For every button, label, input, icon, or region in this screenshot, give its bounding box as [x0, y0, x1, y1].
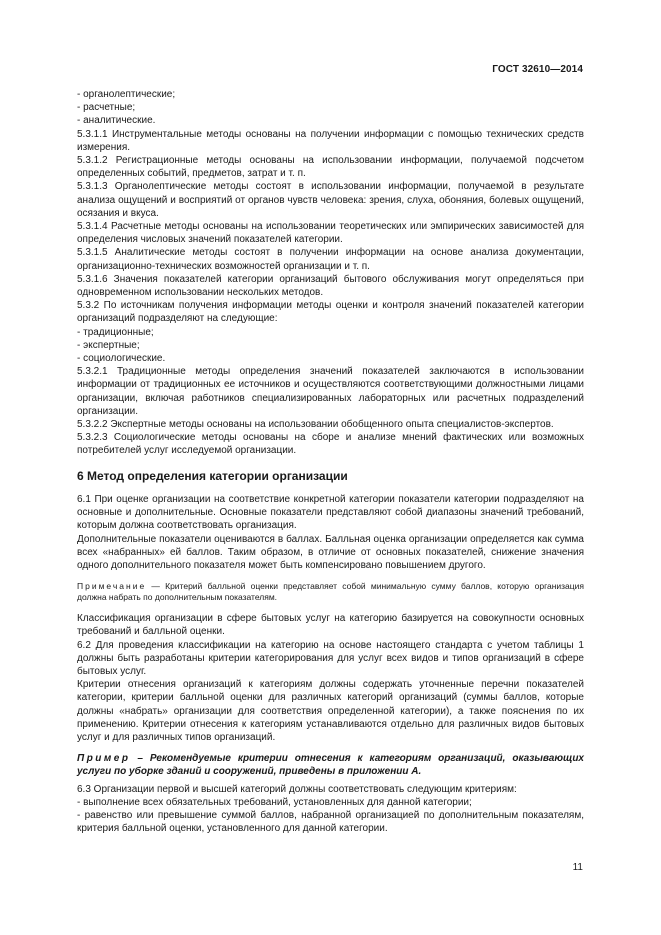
- note-label: Примечание: [77, 581, 147, 592]
- paragraph: 6.3 Организации первой и высшей категорий должны соответствовать следующим критериям:: [77, 783, 517, 795]
- paragraph: 5.3.2.3 Социологические методы основаны на сборе и анализе мнений фактических или возможных потребителей услуг исследуемой организации.: [77, 432, 584, 457]
- paragraph: 5.3.2.2 Экспертные методы основаны на использовании обобщенного опыта специалистов-экспертов.: [77, 419, 554, 431]
- paragraph: Критерии отнесения организаций к категориям должны содержать уточненные перечни показателей категории, критерии балльной оценки для различных категорий организаций (суммы баллов, которые должны «набрать» организации для соответствия определенной категории), а также пояснения по их применению. Критерии отнесения к категориям устанавливаются отдельно для различных видов бытовых услуг и для различных типов организаций.: [77, 679, 584, 743]
- paragraph: 5.3.1.6 Значения показателей категории организаций бытового обслуживания могут определяться при одновременном использовании нескольких методов.: [77, 273, 584, 299]
- document-header: ГОСТ 32610—2014: [492, 64, 583, 75]
- method-list: [77, 88, 584, 128]
- paragraph: 6.2 Для проведения классификации на категорию на основе настоящего стандарта с учетом таблицы 1 должны быть разработаны критерии категорирования для услуг всех видов и типов организаций в сфере бытовых услуг.: [77, 639, 584, 677]
- example-text: – Рекомендуемые критерии отнесения к категориям организаций, оказывающих услуги по уборке зданий и сооружений, приведены в приложении А.: [77, 753, 584, 778]
- paragraph: Дополнительные показатели оцениваются в баллах. Балльная оценка организации определяется как сумма всех «набранных» ей баллов. Таким образом, в отличие от основных показателей, снижение значения одного дополнительного показателя может быть компенсировано повышением другого.: [77, 533, 584, 571]
- source-list: [77, 326, 584, 366]
- section-title: 6 Метод определения категории организации: [77, 468, 348, 483]
- example-label: Пример: [77, 753, 131, 765]
- paragraph: Классификация организации в сфере бытовых услуг на категорию базируется на совокупности основных требований и балльной оценки.: [77, 613, 584, 638]
- paragraph: 5.3.1.5 Аналитические методы состоят в получении информации на основе анализа документации, организационно-технических возможностей организации и т. п.: [77, 247, 584, 272]
- document-body: [77, 88, 584, 835]
- list-item: - расчетные;: [77, 102, 136, 114]
- page-number: 11: [572, 862, 583, 873]
- list-item: - органолептические;: [77, 89, 176, 100]
- list-item: - социологические.: [77, 353, 166, 365]
- example: [77, 752, 584, 778]
- paragraph: 5.3.1.2 Регистрационные методы основаны на использовании информации, получаемой подсчетом определенных событий, предметов, затрат и т. п.: [77, 155, 584, 180]
- list-item: - экспертные;: [77, 339, 140, 351]
- list-item: - традиционные;: [77, 326, 154, 338]
- paragraph: 5.3.1.4 Расчетные методы основаны на использовании теоретических или эмпирических зависимостей для определения числовых значений показателей категории.: [77, 221, 584, 246]
- paragraph: 5.3.1.1 Инструментальные методы основаны на получении информации с помощью технических средств измерения.: [77, 128, 584, 153]
- list-item: - равенство или превышение суммой баллов, набранной организацией по дополнительным показателям, критерия балльной оценки, установленного для данной категории.: [77, 809, 584, 835]
- paragraph: 5.3.2.1 Традиционные методы определения значений показателей заключаются в использовании информации от традиционных ее источников и осуществляются соответствующими должностными лицами организации, включая работников специализированных лабораторных или расчетных подразделений организации.: [77, 366, 584, 417]
- note: [77, 581, 584, 603]
- list-item: - аналитические.: [77, 115, 156, 127]
- list-item: - выполнение всех обязательных требований, установленных для данной категории;: [77, 796, 472, 808]
- paragraph: 5.3.2 По источникам получения информации методы оценки и контроля значений показателей категории организаций подразделяют на следующие:: [77, 300, 584, 325]
- paragraph: 6.1 При оценке организации на соответствие конкретной категории показатели категории подразделяют на основные и дополнительные. Основные показатели представляют собой диапазоны значений требований, которым должна соответствовать организация.: [77, 493, 584, 532]
- paragraph: 5.3.1.3 Органолептические методы состоят в использовании информации, получаемой в результате анализа ощущений и восприятий от органов чувств человека: зрения, слуха, обоняния, болевых ощущений, осязания и вкуса.: [77, 181, 584, 219]
- note-text: — Критерий балльной оценки представляет собой минимальную сумму баллов, которую организация должна набрать по дополнительным показателям.: [77, 581, 584, 603]
